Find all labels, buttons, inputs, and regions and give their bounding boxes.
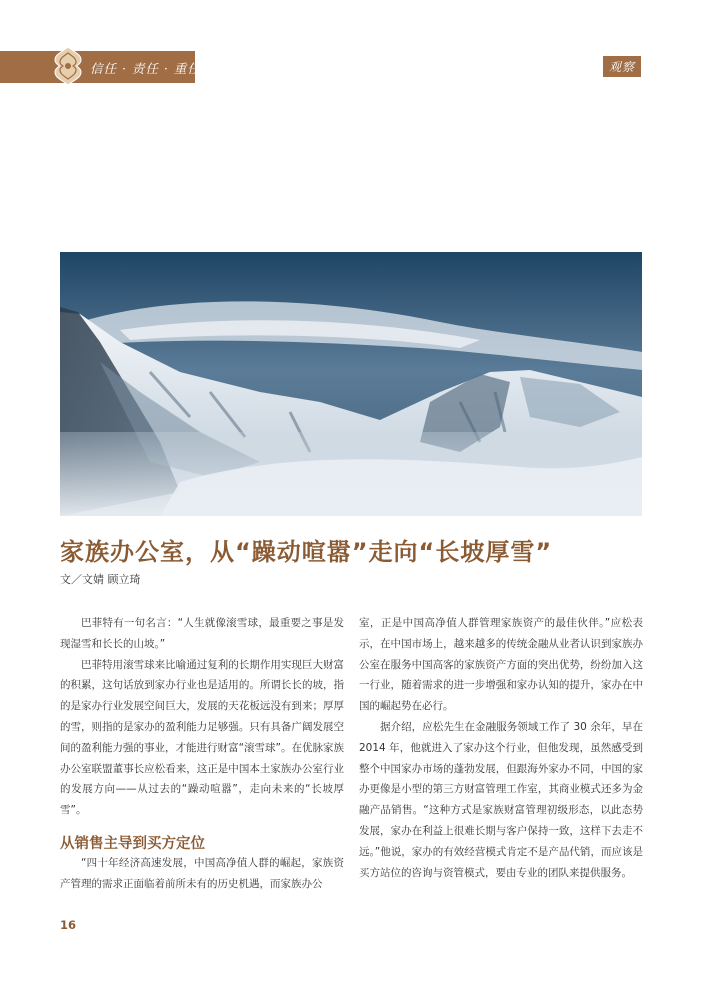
paragraph: 巴菲特有一句名言：“人生就像滚雪球，最重要之事是发现湿雪和长长的山坡。” <box>60 617 344 650</box>
paragraph: 室，正是中国高净值人群管理家族资产的最佳伙伴。”应松表示，在中国市场上，越来越多的传统金融从业者认识到家族办公室在服务中国高客的家族资产方面的突出优势，纷纷加入这一行业，随着需求的进一步增强和家办认知的提升，家办在中国的崛起势在必行。 <box>359 617 643 713</box>
section-tag: 观察 <box>603 56 641 77</box>
ornament-emblem-icon <box>52 46 84 86</box>
paragraph: “四十年经济高速发展，中国高净值人群的崛起，家族资产管理的需求正面临着前所未有的历史机遇，而家族办公 <box>60 856 344 890</box>
snow-mountain-image <box>60 252 642 516</box>
header-tagline: 信任 · 责任 · 重任 <box>90 61 201 76</box>
hero-image <box>60 252 642 516</box>
left-column <box>60 613 344 895</box>
paragraph: 巴菲特用滚雪球来比喻通过复利的长期作用实现巨大财富的积累，这句话放到家办行业也是适用的。所谓长长的坡，指的是家办行业发展空间巨大，发展的天花板远没有到来；厚厚的雪，则指的是家办的盈利能力足够强。只有具备广阔发展空间的盈利能力强的事业，才能进行财富“滚雪球”。在优脉家族办公室联盟董事长应松看来，这正是中国本土家族办公室行业的发展方向——从过去的“躁动喧嚣”，走向未来的“长坡厚雪”。 <box>60 658 344 817</box>
page-number: 16 <box>60 918 77 932</box>
article-title: 家族办公室，从“躁动喧嚣”走向“长坡厚雪” <box>60 538 553 566</box>
right-column <box>359 613 643 883</box>
section-subheading: 从销售主导到买方定位 <box>60 835 205 852</box>
byline: 文／文婧 顾立琦 <box>60 573 141 586</box>
paragraph: 据介绍，应松先生在金融服务领域工作了 30 余年，早在 2014 年，他就进入了家办这个行业，但他发现，虽然感受到整个中国家办市场的蓬勃发展，但跟海外家办不同，中国的家办更像是小型的第三方财富管理工作室，其商业模式还多为金融产品销售。“这种方式是家族财富管理初级形态，以此态势发展，家办在利益上很难长期与客户保持一致，这样下去走不远。”他说，家办的有效经营模式肯定不是产品代销，而应该是买方站位的咨询与资管模式，要由专业的团队来提供服务。 <box>359 720 643 879</box>
